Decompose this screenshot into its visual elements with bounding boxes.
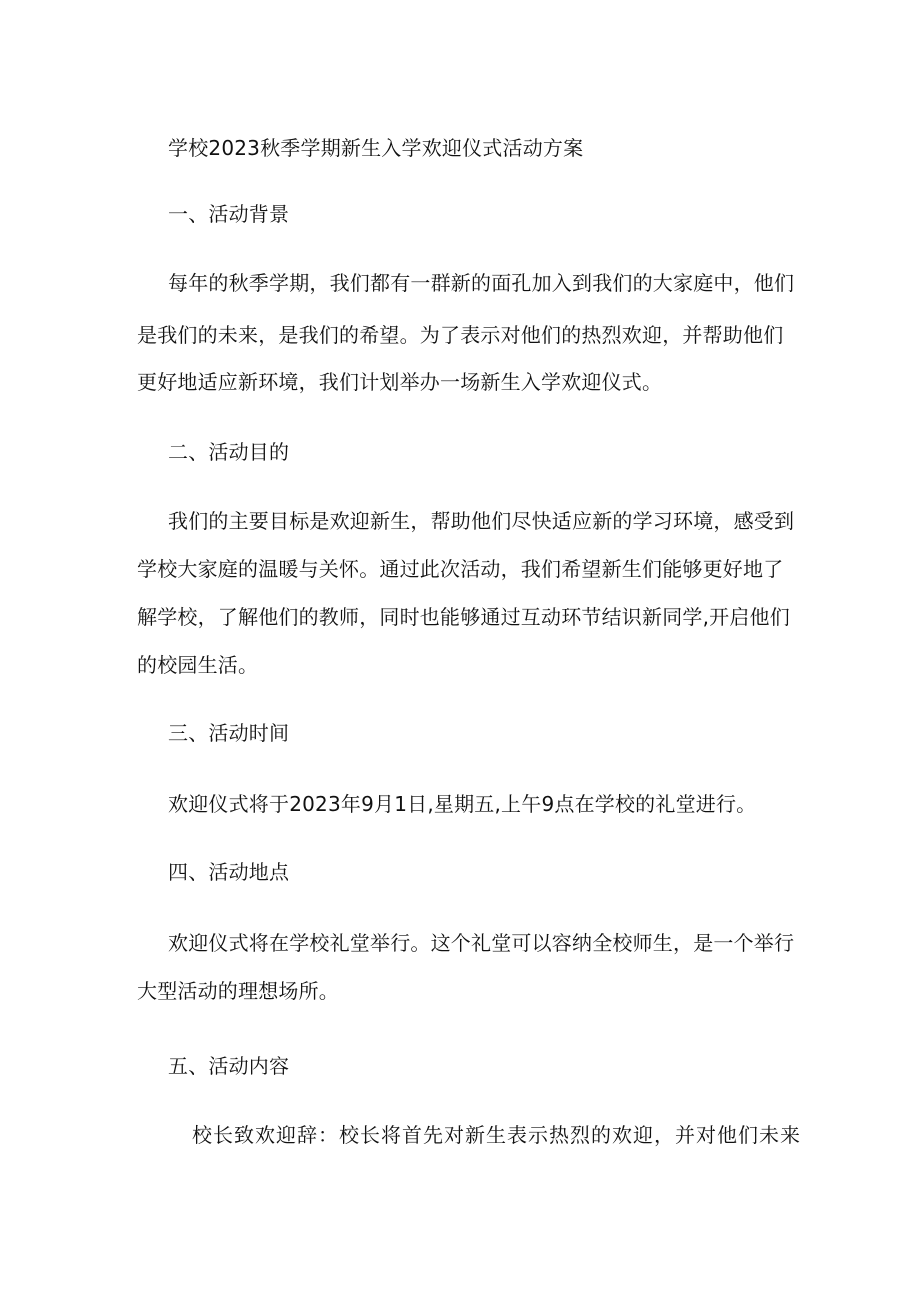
- paragraph-line: 的校园生活。: [137, 653, 259, 677]
- paragraph-line: 每年的秋季学期，我们都有一群新的面孔加入到我们的大家庭中，他们: [168, 271, 795, 295]
- section-heading-location: 四、活动地点: [168, 860, 290, 884]
- paragraph-line: 解学校，了解他们的教师，同时也能够通过互动环节结识新同学,开启他们: [137, 605, 790, 629]
- section-heading-content: 五、活动内容: [168, 1054, 290, 1078]
- section-heading-background: 一、活动背景: [168, 202, 290, 226]
- paragraph-line: 欢迎仪式将于2023年9月1日,星期五,上午9点在学校的礼堂进行。: [168, 792, 757, 816]
- section-heading-purpose: 二、活动目的: [168, 440, 290, 464]
- paragraph-line: 学校大家庭的温暖与关怀。通过此次活动，我们希望新生们能够更好地了: [137, 557, 784, 581]
- paragraph-line: 欢迎仪式将在学校礼堂举行。这个礼堂可以容纳全校师生，是一个举行: [168, 931, 795, 955]
- paragraph-line: 大型活动的理想场所。: [137, 979, 339, 1003]
- document-title: 学校2023秋季学期新生入学欢迎仪式活动方案: [168, 136, 584, 160]
- paragraph-line: 我们的主要目标是欢迎新生，帮助他们尽快适应新的学习环境，感受到: [168, 509, 795, 533]
- paragraph-line: 校长致欢迎辞：校长将首先对新生表示热烈的欢迎，并对他们未来: [192, 1123, 801, 1147]
- paragraph-line: 更好地适应新环境，我们计划举办一场新生入学欢迎仪式。: [137, 370, 663, 394]
- paragraph-line: 是我们的未来，是我们的希望。为了表示对他们的热烈欢迎，并帮助他们: [137, 323, 784, 347]
- section-heading-time: 三、活动时间: [168, 721, 290, 745]
